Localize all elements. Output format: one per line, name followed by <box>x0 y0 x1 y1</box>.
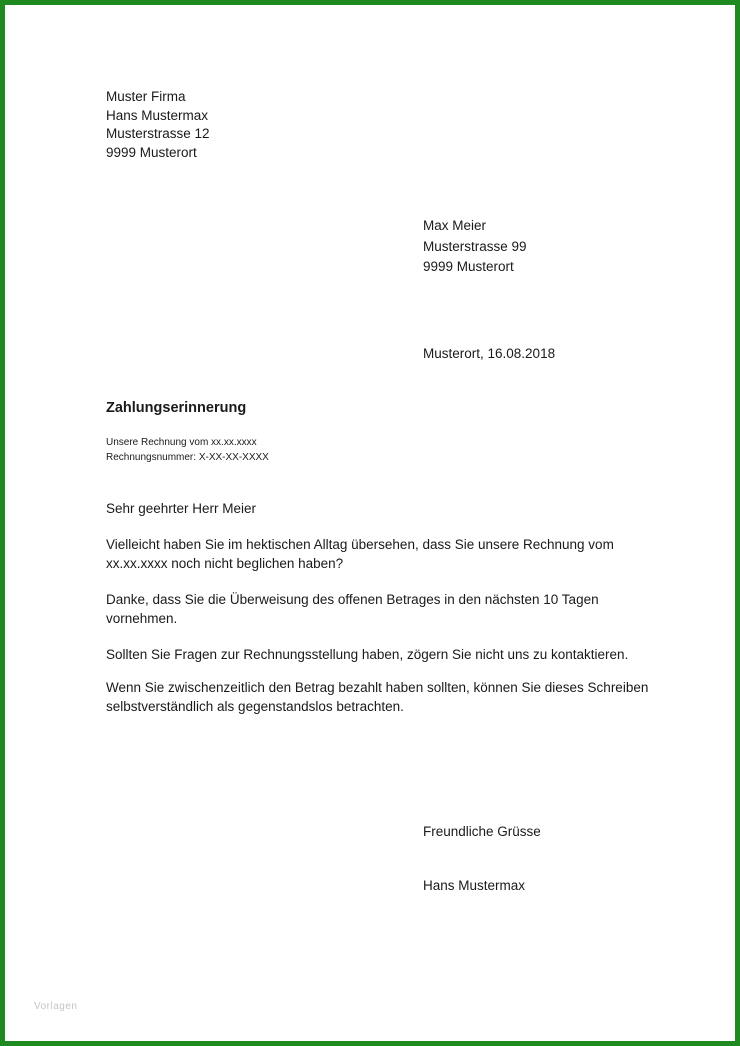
paragraph-2-line-2: vornehmen. <box>106 611 178 626</box>
paragraph-4-line-1: Wenn Sie zwischenzeitlich den Betrag bezahlt haben sollten, können Sie dieses Schreiben <box>106 680 649 695</box>
paragraph-4 <box>106 678 666 716</box>
closing-greeting: Freundliche Grüsse <box>423 824 541 839</box>
sender-street: Musterstrasse 12 <box>106 126 210 141</box>
sender-address <box>106 88 210 162</box>
paragraph-1-line-2: xx.xx.xxxx noch nicht beglichen haben? <box>106 556 344 571</box>
letter-subject: Zahlungserinnerung <box>106 400 247 416</box>
recipient-name: Max Meier <box>423 218 487 233</box>
salutation-text: Sehr geehrter Herr Meier <box>106 501 257 516</box>
recipient-street: Musterstrasse 99 <box>423 238 527 254</box>
paragraph-1 <box>106 535 666 573</box>
watermark-text: Vorlagen <box>34 1001 78 1012</box>
paragraph-3-line-1: Sollten Sie Fragen zur Rechnungsstellung haben, zögern Sie nicht uns zu kontaktieren. <box>106 647 629 662</box>
paragraph-3 <box>106 645 666 664</box>
invoice-references <box>106 435 269 465</box>
date-line: Musterort, 16.08.2018 <box>423 346 556 361</box>
invoice-date-reference: Unsere Rechnung vom xx.xx.xxxx <box>106 437 257 448</box>
salutation <box>106 499 666 518</box>
recipient-address <box>423 216 527 278</box>
sender-company: Muster Firma <box>106 89 186 104</box>
paragraph-1-line-1: Vielleicht haben Sie im hektischen Alltag übersehen, dass Sie unsere Rechnung vom <box>106 537 614 552</box>
recipient-city: 9999 Musterort <box>423 259 514 274</box>
sender-city: 9999 Musterort <box>106 144 197 160</box>
paragraph-4-line-2: selbstverständlich als gegenstandslos betrachten. <box>106 699 404 714</box>
paragraph-2-line-1: Danke, dass Sie die Überweisung des offenen Betrages in den nächsten 10 Tagen <box>106 592 599 607</box>
paragraph-2 <box>106 590 666 628</box>
invoice-number-reference: Rechnungsnummer: X-XX-XX-XXXX <box>106 452 269 463</box>
signature-name: Hans Mustermax <box>423 878 526 893</box>
sender-name: Hans Mustermax <box>106 107 209 123</box>
